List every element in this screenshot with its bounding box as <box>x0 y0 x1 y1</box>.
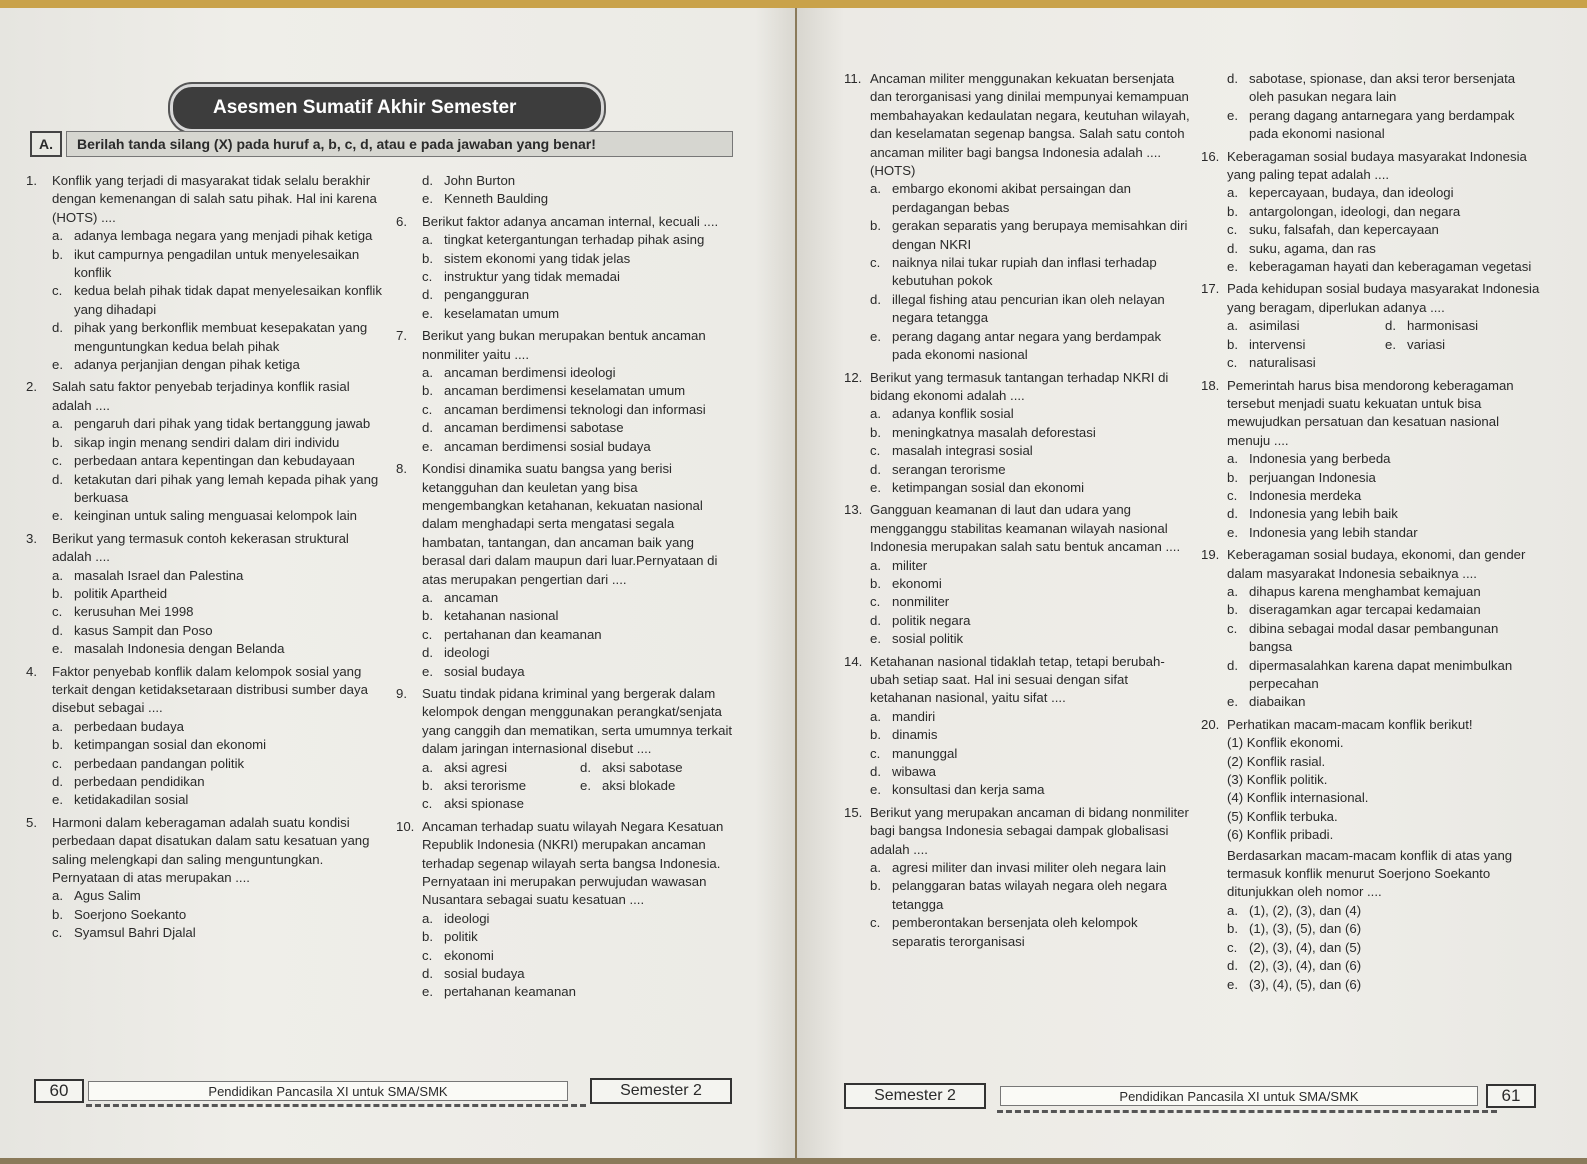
conflict-list <box>1201 734 1543 844</box>
right-column-1 <box>844 70 1190 951</box>
option-letter[interactable]: e. <box>870 328 881 344</box>
option-text: ketidakadilan sosial <box>74 792 189 808</box>
option-text: aksi sabotase <box>602 759 683 775</box>
option-text: masalah Indonesia dengan Belanda <box>74 641 285 657</box>
option-letter[interactable]: a. <box>422 232 433 248</box>
option-letter[interactable]: d. <box>422 645 433 661</box>
option-text: keinginan untuk saling menguasai kelompok lain <box>74 508 357 524</box>
table-edge <box>0 0 1587 8</box>
option-letter[interactable]: c. <box>422 626 433 642</box>
question-20 <box>1201 716 1543 994</box>
option-letter[interactable]: b. <box>422 608 433 624</box>
question-number: 5. <box>26 814 37 830</box>
title-banner <box>170 84 604 132</box>
option-letter[interactable]: b. <box>52 585 63 601</box>
footer-divider <box>86 1104 586 1111</box>
option-letter[interactable]: b. <box>1227 921 1238 937</box>
option-text: sikap ingin menang sendiri dalam diri individu <box>74 434 340 450</box>
option-text: aksi terorisme <box>444 778 527 793</box>
question-number: 18. <box>1201 377 1220 393</box>
list-item: (1) Konflik ekonomi. <box>1227 735 1344 751</box>
option-text: (1), (3), (5), dan (6) <box>1249 921 1362 937</box>
option-text: sosial budaya <box>444 663 525 679</box>
question-number: 1. <box>26 173 37 188</box>
option-letter[interactable]: e. <box>422 438 433 454</box>
page-number: 60 <box>34 1079 84 1103</box>
question-16 <box>1201 148 1543 277</box>
option-letter[interactable]: d. <box>870 764 881 780</box>
option-text: variasi <box>1407 336 1446 352</box>
option-text: sistem ekonomi yang tidak jelas <box>444 250 631 266</box>
option-letter[interactable]: e. <box>1227 107 1238 123</box>
option-text: ideologi <box>444 645 490 661</box>
option-letter[interactable]: a. <box>870 860 881 876</box>
question-stem: Berikut yang termasuk tantangan terhadap NKRI di bidang ekonomi adalah .... <box>870 369 1169 403</box>
option-letter[interactable]: d. <box>1227 71 1238 86</box>
option-letter[interactable]: a. <box>422 589 433 605</box>
option-text: (2), (3), (4), dan (5) <box>1249 939 1362 955</box>
option-letter[interactable]: a. <box>422 365 433 381</box>
option-letter[interactable]: b. <box>422 250 433 266</box>
question-17 <box>1201 280 1543 372</box>
option-text: serangan terorisme <box>892 461 1006 477</box>
question-6 <box>396 213 738 323</box>
option-letter[interactable]: e. <box>422 984 433 1000</box>
option-text: perjuangan Indonesia <box>1249 469 1376 485</box>
option-text: sosial budaya <box>444 966 525 982</box>
option-letter[interactable]: e. <box>52 792 63 808</box>
question-stem: Ketahanan nasional tidaklah tetap, tetapi berubah-ubah setiap saat. Hal ini sesuai dengan sifat ketahanan nasional, yaitu sifat .... <box>870 653 1165 706</box>
option-letter[interactable]: c. <box>52 453 63 469</box>
option-text: pemberontakan bersenjata oleh kelompok separatis terorganisasi <box>892 915 1138 949</box>
option-text: politik <box>444 929 478 945</box>
option-text: ikut campurnya pengadilan untuk menyelesaikan konflik <box>74 246 360 281</box>
option-text: perbedaan pendidikan <box>74 774 205 789</box>
question-stem: Ancaman militer menggunakan kekuatan bersenjata dan terorganisasi yang dinilai mempunyai kemampuan membahayakan kedaulatan negara, keutuhan wilayah, dan keselamatan segenap bangsa. Salah satu contoh ancaman militer bagi bangsa Indonesia adalah .... (HOTS) <box>870 71 1190 179</box>
option-letter[interactable]: e. <box>870 782 881 798</box>
question-stem: Ancaman terhadap suatu wilayah Negara Kesatuan Republik Indonesia (NKRI) merupakan ancaman terhadap segenap wilayah serta bangsa Indonesia. Pernyataan ini merupakan perwujudan wawasan Nusantara sebagai suatu kesatuan .... <box>422 818 724 908</box>
option-text: perbedaan budaya <box>74 718 184 734</box>
option-text: diabaikan <box>1249 694 1306 710</box>
option-letter[interactable]: d. <box>52 320 63 336</box>
semester-label: Semester 2 <box>590 1078 732 1104</box>
option-text: aksi blokade <box>602 778 676 793</box>
option-text: (1), (2), (3), dan (4) <box>1249 902 1362 918</box>
option-letter[interactable]: a. <box>52 718 63 734</box>
option-text: John Burton <box>444 173 516 188</box>
option-letter[interactable]: e. <box>52 641 63 657</box>
option-letter[interactable]: e. <box>422 191 433 207</box>
option-text: instruktur yang tidak memadai <box>444 269 620 285</box>
option-letter[interactable]: d. <box>870 461 881 477</box>
option-letter[interactable]: b. <box>1227 602 1238 618</box>
question-stem: Keberagaman sosial budaya masyarakat Indonesia yang paling tepat adalah .... <box>1227 148 1527 183</box>
option-letter[interactable]: a. <box>52 888 63 904</box>
option-letter[interactable]: a. <box>52 228 63 244</box>
option-letter[interactable]: d. <box>870 291 881 307</box>
question-4 <box>26 663 382 810</box>
option-text: aksi spionase <box>444 796 524 812</box>
question-stem: Berikut yang merupakan ancaman di bidang nonmiliter bagi bangsa Indonesia sebagai dampak globalisasi adalah .... <box>870 804 1189 857</box>
question-number: 19. <box>1201 547 1220 563</box>
option-letter[interactable]: a. <box>1227 902 1238 918</box>
option-text: (2), (3), (4), dan (6) <box>1249 958 1362 974</box>
option-text: militer <box>892 557 928 573</box>
question-number: 9. <box>396 685 407 701</box>
option-text: masalah Israel dan Palestina <box>74 567 244 583</box>
option-text: ekonomi <box>892 575 942 591</box>
question-5-continued <box>396 172 738 209</box>
left-footer <box>34 1078 738 1104</box>
option-letter[interactable]: a. <box>1227 185 1238 201</box>
question-2 <box>26 378 382 525</box>
option-text: ancaman berdimensi keselamatan umum <box>444 383 686 399</box>
option-letter[interactable]: a. <box>870 406 881 422</box>
question-15 <box>844 804 1190 951</box>
option-letter[interactable]: d. <box>52 774 63 789</box>
question-number: 4. <box>26 663 37 679</box>
option-letter[interactable]: d. <box>1227 657 1238 673</box>
option-text: naturalisasi <box>1249 355 1316 371</box>
option-letter[interactable]: d. <box>52 471 63 487</box>
question-number: 17. <box>1201 281 1220 297</box>
option-text: embargo ekonomi akibat persaingan dan perdagangan bebas <box>892 181 1131 215</box>
page-number: 61 <box>1486 1084 1536 1108</box>
option-letter[interactable]: c. <box>870 594 881 610</box>
question-stem: Berikut yang termasuk contoh kekerasan struktural adalah .... <box>52 530 349 565</box>
option-letter[interactable]: a. <box>1227 318 1238 334</box>
right-footer <box>844 1083 1540 1109</box>
option-letter[interactable]: b. <box>422 383 433 399</box>
question-3 <box>26 530 382 659</box>
option-text: suku, agama, dan ras <box>1249 240 1376 256</box>
question-number: 10. <box>396 818 415 834</box>
option-letter[interactable]: c. <box>1227 939 1238 955</box>
option-text: kasus Sampit dan Poso <box>74 622 213 638</box>
option-letter[interactable]: c. <box>422 269 433 285</box>
question-stem-continued: Berdasarkan macam-macam konflik di atas yang termasuk konflik menurut Soerjono Soekanto ditunjukkan oleh nomor .... <box>1227 847 1513 900</box>
question-number: 20. <box>1201 716 1220 732</box>
left-page <box>0 8 795 1158</box>
question-stem: Keberagaman sosial budaya, ekonomi, dan gender dalam masyarakat Indonesia sebaiknya .... <box>1227 547 1526 581</box>
option-letter[interactable]: c. <box>422 947 433 963</box>
instruction-bar <box>30 130 733 158</box>
question-8 <box>396 460 738 681</box>
page-title: Asesmen Sumatif Akhir Semester <box>213 97 517 118</box>
option-letter[interactable]: e. <box>422 663 433 679</box>
option-letter[interactable]: c. <box>870 915 881 931</box>
option-letter[interactable]: c. <box>870 443 881 459</box>
option-letter[interactable]: a. <box>1227 583 1238 599</box>
footer-book-title: Pendidikan Pancasila XI untuk SMA/SMK <box>88 1081 568 1101</box>
option-text: perang dagang antar negara yang berdampak pada ekonomi nasional <box>892 328 1162 363</box>
option-letter[interactable]: d. <box>422 966 433 982</box>
option-letter[interactable]: a. <box>870 708 881 724</box>
question-number: 8. <box>396 461 407 477</box>
option-letter[interactable]: e. <box>422 305 433 321</box>
question-stem: Salah satu faktor penyebab terjadinya konflik rasial adalah .... <box>52 379 350 413</box>
footer-book-title: Pendidikan Pancasila XI untuk SMA/SMK <box>1000 1086 1478 1106</box>
option-text: pihak yang berkonflik membuat kesepakatan yang menguntungkan kedua belah pihak <box>74 320 368 354</box>
option-letter[interactable]: e. <box>1385 336 1396 352</box>
question-number: 7. <box>396 328 407 344</box>
option-text: suku, falsafah, dan kepercayaan <box>1249 222 1439 238</box>
option-letter[interactable]: e. <box>1227 694 1238 710</box>
option-text: politik negara <box>892 612 971 628</box>
question-15-continued <box>1201 70 1543 144</box>
option-letter[interactable]: c. <box>870 745 881 761</box>
option-letter[interactable]: b. <box>1227 469 1238 485</box>
instruction-text: Berilah tanda silang (X) pada huruf a, b, c, d, atau e pada jawaban yang benar! <box>66 131 733 157</box>
option-letter[interactable]: d. <box>422 287 433 303</box>
option-text: sosial politik <box>892 631 964 647</box>
option-text: keberagaman hayati dan keberagaman vegetasi <box>1249 259 1532 275</box>
question-number: 13. <box>844 502 863 518</box>
option-text: manunggal <box>892 745 958 761</box>
option-text: agresi militer dan invasi militer oleh negara lain <box>892 860 1167 876</box>
question-stem: Konflik yang terjadi di masyarakat tidak selalu berakhir dengan kemenangan di salah satu pihak. Hal ini karena (HOTS) .... <box>52 173 377 225</box>
question-stem: Suatu tindak pidana kriminal yang bergerak dalam kelompok dengan menggunakan perangkat/senjata yang canggih dan mematikan, serta umumnya terkait dalam jaringan internasional disebut .... <box>422 685 733 757</box>
option-letter[interactable]: c. <box>1227 222 1238 238</box>
option-letter[interactable]: e. <box>1227 259 1238 275</box>
question-5 <box>26 814 382 943</box>
option-text: aksi agresi <box>444 759 508 775</box>
left-column-1 <box>26 172 382 943</box>
option-text: Indonesia yang lebih baik <box>1249 506 1398 522</box>
question-19 <box>1201 546 1543 712</box>
option-text: Indonesia yang berbeda <box>1249 451 1391 467</box>
option-letter[interactable]: b. <box>870 878 881 894</box>
option-text: konsultasi dan kerja sama <box>892 782 1045 798</box>
option-letter[interactable]: b. <box>870 218 881 234</box>
option-text: keselamatan umum <box>444 305 560 321</box>
option-letter[interactable]: d. <box>1385 318 1396 334</box>
question-stem: Kondisi dinamika suatu bangsa yang berisi ketangguhan dan keuletan yang bisa mengembangkan ketahanan, kekuatan nasional dalam menghadapi serta mengatasi segala hambatan, tantangan, dan ancaman baik yang berasal dari dalam maupun dari luar.Pernyataan di atas merupakan pengertian dari .... <box>422 461 718 587</box>
option-text: dinamis <box>892 727 938 743</box>
question-stem: Gangguan keamanan di laut dan udara yang mengganggu stabilitas keamanan wilayah nasional Indonesia merupakan salah satu bentuk ancaman .... <box>870 502 1181 555</box>
question-number: 12. <box>844 369 863 385</box>
option-letter[interactable]: c. <box>870 255 881 271</box>
list-item: (6) Konflik pribadi. <box>1227 827 1334 843</box>
option-text: dipermasalahkan karena dapat menimbulkan perpecahan <box>1249 657 1513 691</box>
option-text: pengangguran <box>444 287 530 303</box>
option-text: Agus Salim <box>74 888 141 904</box>
option-letter[interactable]: e. <box>52 357 63 373</box>
footer-divider <box>997 1110 1497 1117</box>
option-text: perbedaan pandangan politik <box>74 755 245 771</box>
option-letter[interactable]: b. <box>52 434 63 450</box>
option-letter[interactable]: e. <box>1227 976 1238 992</box>
option-text: meningkatnya masalah deforestasi <box>892 424 1096 440</box>
option-letter[interactable]: b. <box>1227 203 1238 219</box>
question-10 <box>396 818 738 1002</box>
option-letter[interactable]: a. <box>870 181 881 197</box>
question-18 <box>1201 377 1543 543</box>
option-text: asimilasi <box>1249 318 1300 334</box>
question-stem: Harmoni dalam keberagaman adalah suatu kondisi perbedaan dapat disatukan dalam satu kesatuan yang saling melengkapi dan saling menguntungkan. Pernyataan di atas merupakan .... <box>52 814 370 886</box>
option-text: masalah integrasi sosial <box>892 443 1033 459</box>
question-number: 16. <box>1201 148 1220 164</box>
option-letter[interactable]: e. <box>870 631 881 647</box>
option-letter[interactable]: c. <box>52 925 63 941</box>
left-column-2 <box>396 172 738 1002</box>
question-13 <box>844 501 1190 648</box>
option-letter[interactable]: b. <box>422 929 433 945</box>
option-letter[interactable]: d. <box>422 173 433 188</box>
option-letter[interactable]: b. <box>52 737 63 753</box>
option-text: adanya perjanjian dengan pihak ketiga <box>74 357 300 373</box>
option-letter[interactable]: d. <box>422 420 433 436</box>
option-text: gerakan separatis yang berupaya memisahkan diri dengan NKRI <box>892 218 1188 252</box>
question-number: 14. <box>844 653 863 669</box>
list-item: (3) Konflik politik. <box>1227 772 1328 788</box>
question-stem: Perhatikan macam-macam konflik berikut! <box>1227 716 1473 732</box>
question-number: 2. <box>26 379 37 395</box>
option-text: Syamsul Bahri Djalal <box>74 925 196 941</box>
option-text: harmonisasi <box>1407 318 1479 334</box>
question-stem: Faktor penyebab konflik dalam kelompok sosial yang terkait dengan ketidaksetaraan distribusi sumber daya disebut sebagai .... <box>52 663 368 716</box>
section-letter: A. <box>30 131 62 157</box>
option-letter[interactable]: c. <box>422 796 433 812</box>
option-letter[interactable]: c. <box>1227 620 1238 636</box>
semester-label: Semester 2 <box>844 1083 986 1109</box>
question-stem: Pada kehidupan sosial budaya masyarakat Indonesia yang beragam, diperlukan adanya .... <box>1227 281 1540 315</box>
question-stem: Pemerintah harus bisa mendorong keberagaman tersebut menjadi suatu kekuatan untuk bisa mewujudkan persatuan dan kesatuan nasional menuju .... <box>1227 377 1514 448</box>
option-text: nonmiliter <box>892 594 950 610</box>
option-text: Soerjono Soekanto <box>74 906 187 922</box>
option-text: ancaman berdimensi sosial budaya <box>444 438 651 454</box>
list-item: (2) Konflik rasial. <box>1227 753 1326 769</box>
option-text: illegal fishing atau pencurian ikan oleh nelayan negara tetangga <box>892 291 1165 326</box>
option-text: perbedaan antara kepentingan dan kebudayaan <box>74 453 355 469</box>
question-9 <box>396 685 738 814</box>
option-letter[interactable]: a. <box>422 910 433 926</box>
right-page <box>797 8 1587 1158</box>
option-text: dibina sebagai modal dasar pembangunan bangsa <box>1249 620 1499 655</box>
option-letter[interactable]: c. <box>1227 355 1238 371</box>
option-text: ekonomi <box>444 947 494 963</box>
option-text: pertahanan keamanan <box>444 984 576 1000</box>
option-text: tingkat ketergantungan terhadap pihak asing <box>444 232 705 248</box>
option-text: ancaman berdimensi ideologi <box>444 365 616 381</box>
option-text: antargolongan, ideologi, dan negara <box>1249 203 1461 219</box>
option-text: ideologi <box>444 910 490 926</box>
option-letter[interactable]: c. <box>422 401 433 417</box>
option-text: naiknya nilai tukar rupiah dan inflasi terhadap kebutuhan pokok <box>892 255 1157 289</box>
option-letter[interactable]: e. <box>1227 524 1238 540</box>
option-text: mandiri <box>892 708 936 724</box>
question-12 <box>844 369 1190 498</box>
option-letter[interactable]: b. <box>52 906 63 922</box>
option-letter[interactable]: d. <box>1227 240 1238 256</box>
question-number: 6. <box>396 213 407 229</box>
option-letter[interactable]: a. <box>52 416 63 432</box>
list-item: (4) Konflik internasional. <box>1227 790 1369 806</box>
right-column-2 <box>1201 70 1543 994</box>
option-text: adanya lembaga negara yang menjadi pihak ketiga <box>74 228 373 244</box>
option-text: Indonesia merdeka <box>1249 487 1362 503</box>
option-text: ancaman berdimensi teknologi dan informasi <box>444 401 706 417</box>
option-text: ancaman <box>444 589 499 605</box>
question-7 <box>396 327 738 456</box>
option-text: pelanggaran batas wilayah negara oleh negara tetangga <box>892 878 1167 912</box>
option-letter[interactable]: d. <box>1227 506 1238 522</box>
option-text: Kenneth Baulding <box>444 191 549 207</box>
option-letter[interactable]: b. <box>870 575 881 591</box>
option-text: dihapus karena menghambat kemajuan <box>1249 583 1481 599</box>
option-letter[interactable]: d. <box>580 759 591 775</box>
option-letter[interactable]: c. <box>52 755 63 771</box>
option-letter[interactable]: a. <box>870 557 881 573</box>
option-letter[interactable]: c. <box>52 604 63 620</box>
option-letter[interactable]: e. <box>52 508 63 524</box>
question-number: 15. <box>844 804 863 820</box>
option-letter[interactable]: e. <box>870 479 881 495</box>
option-letter[interactable]: a. <box>1227 451 1238 467</box>
list-item: (5) Konflik terbuka. <box>1227 808 1338 824</box>
option-letter[interactable]: b. <box>870 424 881 440</box>
option-text: ketahanan nasional <box>444 608 559 624</box>
option-text: pertahanan dan keamanan <box>444 626 602 642</box>
option-text: adanya konflik sosial <box>892 406 1014 422</box>
option-letter[interactable]: d. <box>52 622 63 638</box>
option-letter[interactable]: c. <box>52 283 63 299</box>
question-1 <box>26 172 382 374</box>
option-letter[interactable]: b. <box>870 727 881 743</box>
question-stem: Berikut faktor adanya ancaman internal, kecuali .... <box>422 213 719 229</box>
option-letter[interactable]: d. <box>870 612 881 628</box>
option-text: ketimpangan sosial dan ekonomi <box>892 479 1085 495</box>
option-text: ketakutan dari pihak yang lemah kepada pihak yang berkuasa <box>74 471 379 505</box>
option-text: intervensi <box>1249 336 1306 352</box>
option-text: pengaruh dari pihak yang tidak bertanggung jawab <box>74 416 371 432</box>
option-text: diseragamkan agar tercapai kedamaian <box>1249 602 1481 618</box>
option-text: ancaman berdimensi sabotase <box>444 420 624 436</box>
option-letter[interactable]: b. <box>52 246 63 262</box>
option-letter[interactable]: b. <box>1227 336 1238 352</box>
option-text: politik Apartheid <box>74 585 168 601</box>
question-stem: Berikut yang bukan merupakan bentuk ancaman nonmiliter yaitu .... <box>422 328 706 362</box>
option-text: sabotase, spionase, dan aksi teror bersenjata oleh pasukan negara lain <box>1249 71 1516 105</box>
option-letter[interactable]: d. <box>1227 958 1238 974</box>
option-text: (3), (4), (5), dan (6) <box>1249 976 1362 992</box>
question-14 <box>844 653 1190 800</box>
option-letter[interactable]: e. <box>580 778 591 793</box>
question-number: 11. <box>844 71 862 86</box>
question-11 <box>844 70 1190 365</box>
option-letter[interactable]: b. <box>422 778 433 793</box>
option-text: kedua belah pihak tidak dapat menyelesaikan konflik yang dihadapi <box>74 283 382 317</box>
option-letter[interactable]: a. <box>52 567 63 583</box>
option-text: ketimpangan sosial dan ekonomi <box>74 737 267 753</box>
option-letter[interactable]: c. <box>1227 487 1238 503</box>
question-number: 3. <box>26 530 37 546</box>
option-text: Indonesia yang lebih standar <box>1249 524 1418 540</box>
option-text: perang dagang antarnegara yang berdampak pada ekonomi nasional <box>1249 107 1515 142</box>
option-text: kerusuhan Mei 1998 <box>74 604 194 620</box>
option-letter[interactable]: a. <box>422 759 433 775</box>
option-text: wibawa <box>892 764 936 780</box>
option-text: kepercayaan, budaya, dan ideologi <box>1249 185 1454 201</box>
